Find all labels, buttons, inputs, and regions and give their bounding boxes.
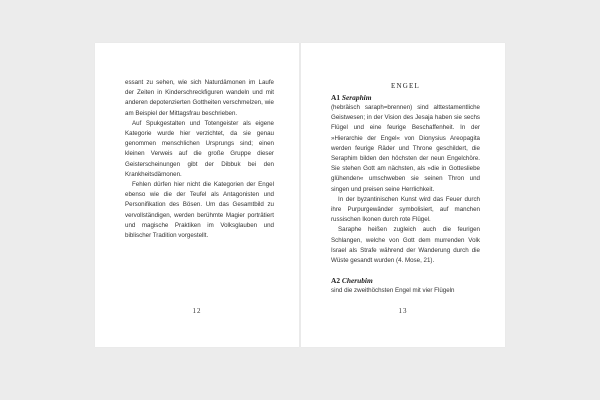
paragraph: Auf Spukgestalten und Totengeister als eigene Kategorie wurde hier verzichtet, da sie genau genommen menschlichen Ursprungs sind; einen kleinen Verweis auf die große Gruppe dieser Geisterscheinungen gibt der Dibbuk bei den Krankheitsdämonen. [125,119,274,178]
chapter-heading: ENGEL [391,82,420,90]
paragraph: In der byzantinischen Kunst wird das Feuer durch ihre Purpurgewänder symbolisiert, auf manchen russischen Ikonen durch rote Flügel. [331,195,480,224]
paragraph: Saraphe heißen zugleich auch die feurigen Schlangen, welche von Gott dem murrenden Volk Israel als Strafe während der Wanderung durch die Wüste gesandt wurden (4. Mose, 21). [331,226,480,265]
left-page [95,43,299,347]
section-title: Cherubim [341,276,373,286]
right-page [301,43,505,347]
paragraph: (hebräisch saraph=brennen) sind alttestamentliche Geistwesen; in der Vision des Jesaja haben sie sechs Flügel und eine feurige Beschaffenheit. In der »Hierarchie der Engel« von Dionysius Areopagita werden feurige Räder und Throne geschildert, die Seraphim bilden den höchsten der neun Engelchöre. Sie stehen Gott am nächsten, als »die in Gottesliebe glühenden« umschweben sie seinen Thron und singen und preisen seine Herrlichkeit. [331,104,480,193]
right-page-text [331,81,480,296]
section-heading [331,93,480,103]
section-number: A2 [331,276,341,286]
section-title: Seraphim [341,93,372,102]
section-heading [331,276,480,286]
section-number: A1 [331,93,341,102]
paragraph: essant zu sehen, wie sich Naturdämonen im Laufe der Zeiten in Kinderschreckfiguren wandeln und mit anderen depotenzierten Gottheiten verschmelzen, wie am Beispiel der Mittagsfrau beschrieben. [125,79,274,117]
left-page-text [125,78,274,241]
book-spread [95,43,505,347]
page-number: 13 [398,307,408,315]
page-number: 12 [192,307,202,315]
paragraph: sind die zweithöchsten Engel mit vier Flügeln [331,287,455,295]
paragraph: Fehlen dürfen hier nicht die Kategorien der Engel ebenso wie die der Teufel als Antagonisten und Personifikation des Bösen. Um das Gesamtbild zu vervollständigen, werden berühmte Magier porträtiert und magische Praktiken im Volksglauben und biblischer Tradition vorgestellt. [125,181,274,240]
